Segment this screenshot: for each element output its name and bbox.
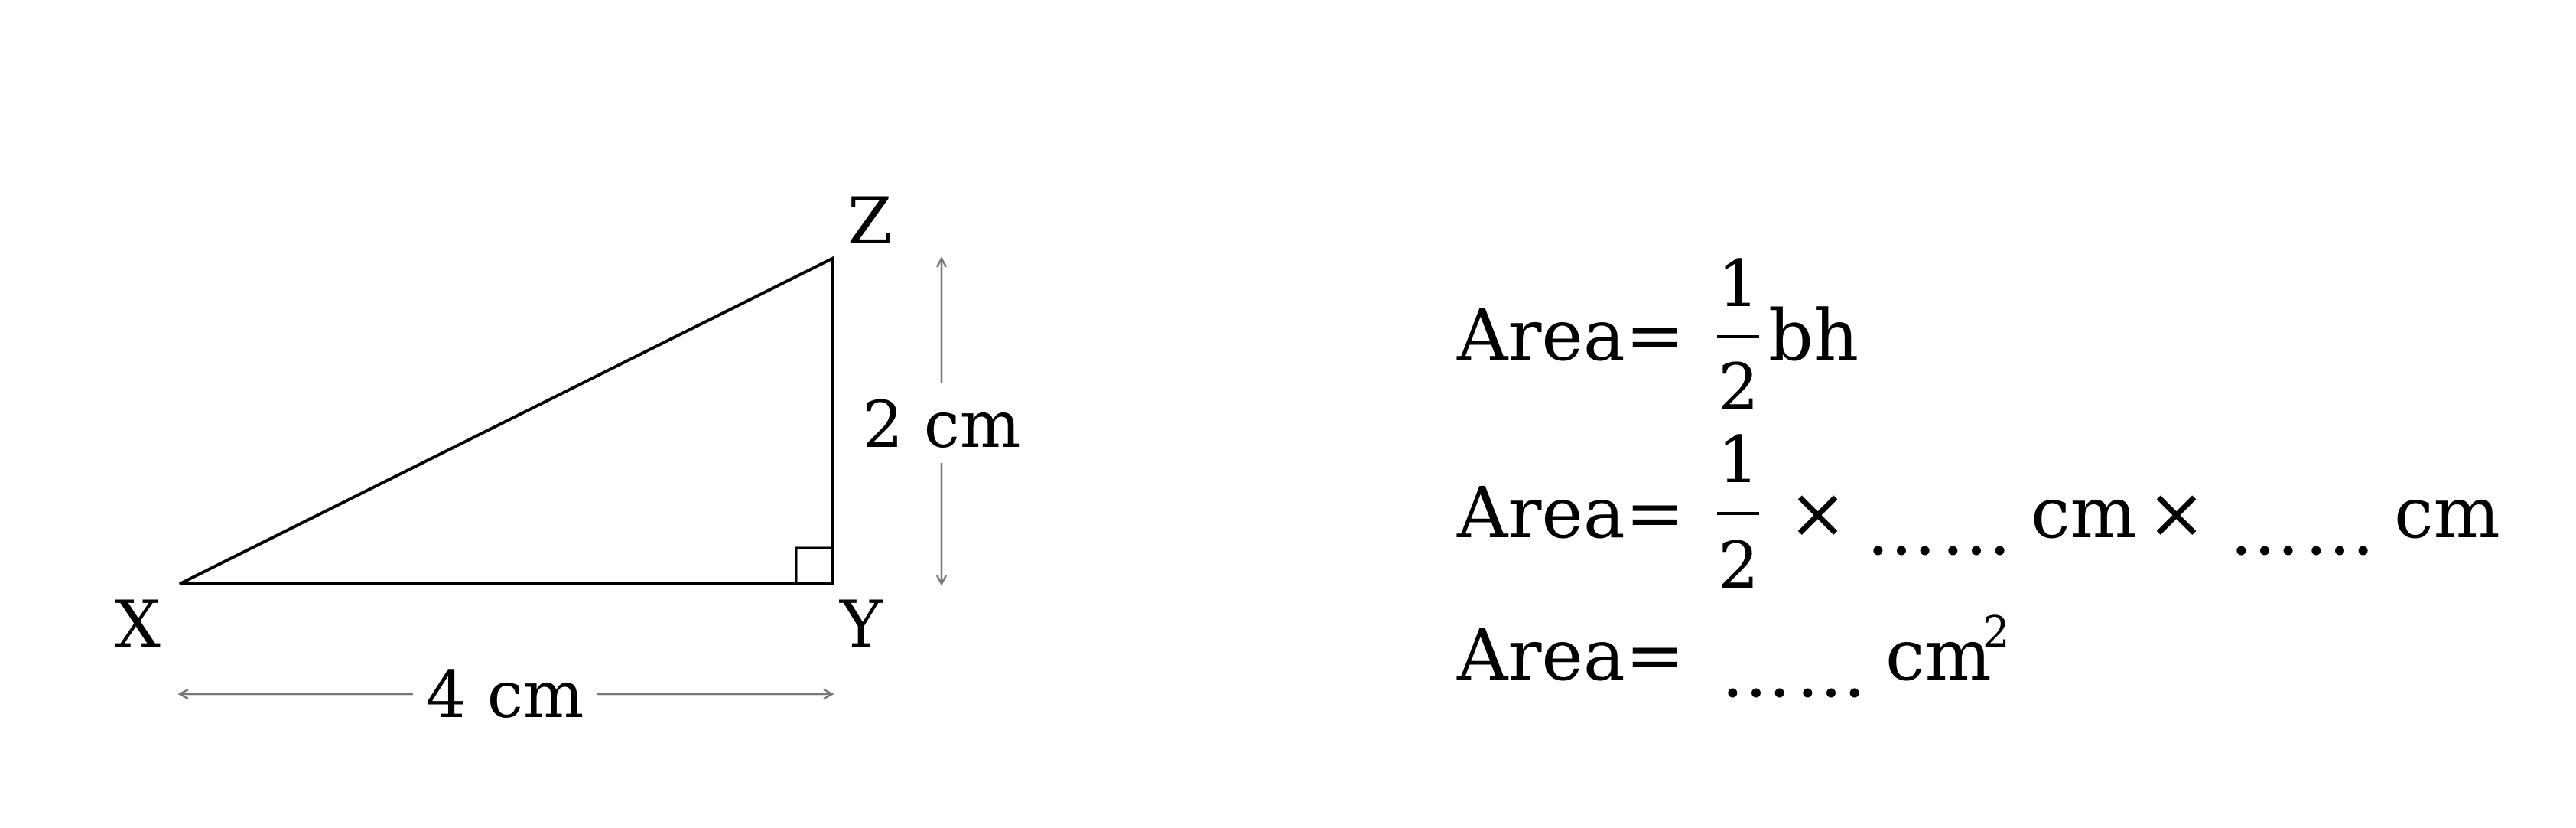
equation-line-3 [1456, 608, 2010, 713]
eq3-lhs: Area [1457, 614, 1625, 696]
eq2-denominator: 2 [1718, 528, 1759, 603]
base-length-label: 4 cm [425, 657, 584, 732]
eq2-blank-2: …… [2230, 489, 2379, 571]
equation-line-1 [1456, 246, 1859, 425]
eq2-times-1: × [1788, 472, 1848, 554]
eq3-equals: = [1625, 614, 1685, 696]
height-length-label: 2 cm [862, 387, 1021, 462]
eq1-tail: bh [1768, 295, 1859, 377]
vertex-z-label: Z [847, 184, 893, 259]
vertex-y-label: Y [840, 587, 883, 662]
eq3-unit: cm [1885, 614, 1992, 696]
eq1-lhs: Area [1457, 295, 1625, 377]
triangle-xyz [180, 259, 832, 584]
eq2-numerator: 1 [1718, 422, 1759, 497]
eq2-lhs: Area [1457, 472, 1625, 554]
eq2-unit-2: cm [2394, 472, 2500, 554]
vertex-x-label: X [115, 587, 161, 662]
eq1-equals: = [1625, 295, 1685, 377]
eq2-unit-1: cm [2031, 472, 2137, 554]
eq2-times-2: × [2147, 472, 2207, 554]
eq1-numerator: 1 [1718, 246, 1759, 321]
eq3-exponent: 2 [1982, 608, 2010, 657]
eq2-blank-1: …… [1866, 489, 2016, 571]
right-angle-marker [796, 548, 832, 584]
equation-line-2 [1456, 422, 2500, 603]
eq2-equals: = [1625, 472, 1685, 554]
eq3-blank: …… [1721, 631, 1871, 713]
eq1-denominator: 2 [1718, 350, 1759, 425]
